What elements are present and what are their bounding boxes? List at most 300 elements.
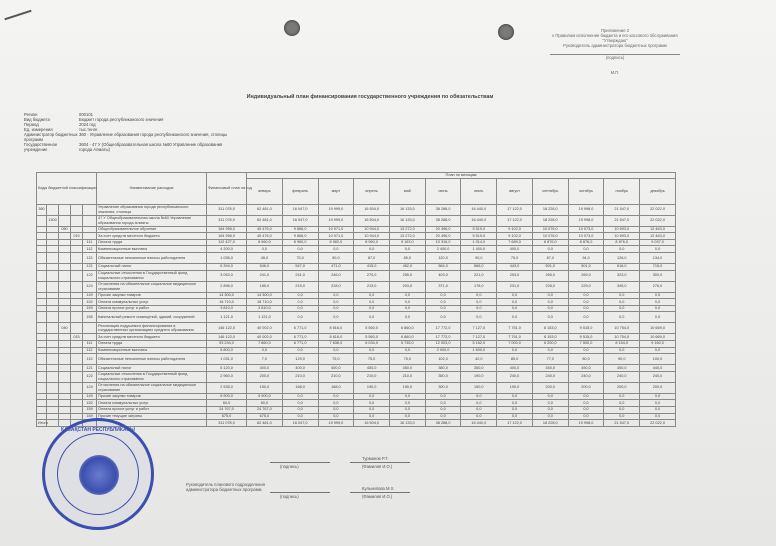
table-row bbox=[37, 263, 676, 270]
code-cell bbox=[71, 226, 83, 233]
month-cell: 13 272,0 bbox=[389, 226, 425, 233]
code-cell bbox=[37, 393, 47, 400]
month-cell: 7 751,0 bbox=[497, 323, 533, 334]
month-cell: 265,0 bbox=[532, 270, 568, 281]
code-cell bbox=[59, 233, 71, 240]
month-cell: 5 519,0 bbox=[461, 226, 497, 233]
month-cell: 0,0 bbox=[532, 400, 568, 407]
meta-row bbox=[24, 132, 284, 142]
code-cell bbox=[47, 252, 59, 263]
month-cell: 85,0 bbox=[497, 354, 533, 365]
month-cell: 0,0 bbox=[247, 347, 283, 354]
code-cell bbox=[37, 239, 47, 246]
name-cell: Социальный налог bbox=[97, 263, 207, 270]
month-cell: 0,0 bbox=[568, 292, 604, 299]
table-row bbox=[37, 400, 676, 407]
month-cell: 62 481,0 bbox=[247, 204, 283, 215]
code-cell bbox=[71, 354, 83, 365]
month-cell: 16 504,0 bbox=[354, 420, 390, 427]
code-cell bbox=[71, 400, 83, 407]
month-cell: 403,0 bbox=[425, 270, 461, 281]
month-cell: 20 496,0 bbox=[425, 226, 461, 233]
month-cell: 17 772,0 bbox=[425, 334, 461, 341]
code-cell bbox=[47, 299, 59, 306]
month-cell: 17 772,0 bbox=[425, 323, 461, 334]
code-cell bbox=[37, 246, 47, 253]
month-cell: 210,0 bbox=[318, 371, 354, 382]
month-cell: 255,0 bbox=[389, 270, 425, 281]
month-cell: 0,0 bbox=[318, 400, 354, 407]
month-cell: 450,0 bbox=[532, 365, 568, 372]
month-cell: 0,0 bbox=[318, 299, 354, 306]
meta-value: Бюджет города республиканского значения bbox=[79, 117, 164, 122]
month-cell: 0,0 bbox=[497, 312, 533, 323]
month-cell: 0,0 bbox=[532, 299, 568, 306]
month-cell: 501,0 bbox=[568, 263, 604, 270]
code-cell bbox=[37, 263, 47, 270]
month-cell: 5 900,0 bbox=[247, 393, 283, 400]
document-title: Индивидуальный план финансирования государственного учреждения по обязательствам bbox=[246, 94, 494, 100]
month-cell: 190,0 bbox=[461, 371, 497, 382]
month-cell: 0,0 bbox=[461, 312, 497, 323]
month-cell: 5 735,0 bbox=[389, 340, 425, 347]
month-cell: 16 047,0 bbox=[282, 420, 318, 427]
header-name: Наименование расходов bbox=[97, 173, 207, 205]
month-cell: 5 560,0 bbox=[354, 334, 390, 341]
month-cell: 400,0 bbox=[497, 246, 533, 253]
code-cell bbox=[47, 393, 59, 400]
month-cell: 75,0 bbox=[282, 252, 318, 263]
code-cell bbox=[47, 400, 59, 407]
code-cell: 113 bbox=[83, 354, 97, 365]
month-cell: 40 002,0 bbox=[247, 323, 283, 334]
month-cell: 16 133,0 bbox=[389, 215, 425, 226]
name-cell: 47 У Общеобразовательная школа №60 Управление образования города Алматы bbox=[97, 215, 207, 226]
month-cell: 10 754,0 bbox=[604, 334, 640, 341]
code-cell: 015 bbox=[71, 334, 83, 341]
month-cell: 0,0 bbox=[568, 347, 604, 354]
month-cell: 17 122,0 bbox=[497, 204, 533, 215]
month-cell: 0,0 bbox=[318, 406, 354, 413]
fin-cell: 2 960,0 bbox=[207, 371, 247, 382]
fin-cell: 2 535,0 bbox=[207, 382, 247, 393]
code-cell bbox=[83, 226, 97, 233]
month-cell: 16 440,0 bbox=[461, 420, 497, 427]
approval-line: к Правилам исполнения бюджета и его кассового обслуживания bbox=[552, 33, 678, 38]
month-cell: 253,0 bbox=[497, 270, 533, 281]
code-cell bbox=[71, 347, 83, 354]
month-cell: 203,0 bbox=[389, 281, 425, 292]
code-cell bbox=[47, 292, 59, 299]
table-row bbox=[37, 371, 676, 382]
month-cell: 7 638,0 bbox=[318, 340, 354, 347]
month-cell: 0,0 bbox=[497, 292, 533, 299]
accountant-name-caption: (Фамилия И.О.) bbox=[362, 494, 393, 499]
code-cell: 040 bbox=[59, 323, 71, 334]
fin-cell: 4 200,0 bbox=[207, 246, 247, 253]
month-cell: 0,0 bbox=[532, 246, 568, 253]
table-row bbox=[37, 393, 676, 400]
month-cell: 185,0 bbox=[247, 281, 283, 292]
code-cell: 015 bbox=[71, 233, 83, 240]
pen-mark bbox=[4, 10, 31, 21]
code-cell bbox=[37, 406, 47, 413]
code-cell: 152 bbox=[83, 400, 97, 407]
code-cell bbox=[37, 305, 47, 312]
code-cell: 111 bbox=[83, 239, 97, 246]
code-cell: 050 bbox=[59, 226, 71, 233]
code-cell bbox=[71, 292, 83, 299]
month-cell: 7,0 bbox=[247, 354, 283, 365]
month-cell: 8 876,0 bbox=[532, 239, 568, 246]
table-row bbox=[37, 239, 676, 246]
month-cell: 0,0 bbox=[604, 400, 640, 407]
month-cell: 0,0 bbox=[425, 305, 461, 312]
seal-text: ҚАЗАҚСТАН РЕСПУБЛИКАСЫ bbox=[61, 427, 135, 433]
month-cell: 546,0 bbox=[247, 263, 283, 270]
month-cell: 10 316,0 bbox=[425, 239, 461, 246]
month-cell: 0,0 bbox=[389, 347, 425, 354]
month-cell: 210,0 bbox=[389, 371, 425, 382]
month-cell: 471,0 bbox=[318, 263, 354, 270]
approval-line: Руководитель администратора бюджетных программ bbox=[563, 43, 667, 48]
code-cell bbox=[47, 354, 59, 365]
month-cell: 0,0 bbox=[425, 413, 461, 420]
month-cell: 0,0 bbox=[532, 312, 568, 323]
month-cell: 0,0 bbox=[282, 292, 318, 299]
code-cell: 111 bbox=[83, 340, 97, 347]
month-cell: 240,0 bbox=[532, 371, 568, 382]
code-cell bbox=[71, 215, 83, 226]
code-cell bbox=[59, 334, 71, 341]
month-cell: 5 560,0 bbox=[354, 323, 390, 334]
code-cell bbox=[37, 340, 47, 347]
code-cell bbox=[71, 263, 83, 270]
month-cell: 8 153,0 bbox=[532, 334, 568, 341]
name-cell: Оплата труда bbox=[97, 340, 207, 347]
month-cell: 0,0 bbox=[389, 312, 425, 323]
month-cell: 10 669,0 bbox=[640, 334, 676, 341]
month-cell: 0,0 bbox=[354, 299, 390, 306]
code-cell bbox=[47, 371, 59, 382]
meta-row bbox=[24, 142, 284, 152]
meta-key: Вид бюджета bbox=[24, 117, 50, 122]
month-cell: 19 998,0 bbox=[568, 204, 604, 215]
month-cell: 350,0 bbox=[461, 365, 497, 372]
month-cell: 0,0 bbox=[389, 393, 425, 400]
month-cell: 715,0 bbox=[640, 263, 676, 270]
month-cell: 0,0 bbox=[461, 400, 497, 407]
code-cell: 159 bbox=[83, 406, 97, 413]
month-cell: 0,0 bbox=[354, 413, 390, 420]
month-cell: 0,0 bbox=[640, 312, 676, 323]
month-cell: 231,0 bbox=[497, 281, 533, 292]
code-cell bbox=[71, 204, 83, 215]
month-cell: 1 014,0 bbox=[461, 239, 497, 246]
code-cell bbox=[83, 334, 97, 341]
month-cell: 22 022,0 bbox=[640, 215, 676, 226]
meta-value: тыс.тенге bbox=[79, 127, 98, 132]
month-cell: 0,0 bbox=[604, 299, 640, 306]
month-cell: 18 228,0 bbox=[532, 420, 568, 427]
punch-hole-left bbox=[284, 20, 300, 36]
header-month: ноябрь bbox=[604, 178, 640, 204]
head-signature-caption: (подпись) bbox=[280, 464, 299, 469]
code-cell bbox=[37, 270, 47, 281]
code-cell bbox=[83, 323, 97, 334]
code-cell: 122 bbox=[83, 371, 97, 382]
code-cell bbox=[47, 340, 59, 347]
month-cell: 0,0 bbox=[604, 312, 640, 323]
month-cell: 0,0 bbox=[318, 305, 354, 312]
month-cell: 0,0 bbox=[318, 292, 354, 299]
fin-cell: 60,0 bbox=[207, 400, 247, 407]
code-cell bbox=[37, 400, 47, 407]
month-cell: 0,0 bbox=[532, 393, 568, 400]
month-cell: 400,0 bbox=[497, 365, 533, 372]
month-cell: 150,0 bbox=[247, 382, 283, 393]
month-cell: 5 519,0 bbox=[461, 233, 497, 240]
month-cell: 200,0 bbox=[568, 382, 604, 393]
month-cell: 0,0 bbox=[318, 347, 354, 354]
month-cell: 0,0 bbox=[640, 413, 676, 420]
month-cell: 0,0 bbox=[282, 406, 318, 413]
month-cell: 16 440,0 bbox=[461, 215, 497, 226]
code-cell bbox=[71, 393, 83, 400]
code-cell bbox=[59, 400, 71, 407]
name-cell: За счет средств местного бюджета bbox=[97, 233, 207, 240]
approval-block bbox=[540, 28, 690, 75]
month-cell: 0,0 bbox=[604, 292, 640, 299]
month-cell: 0,0 bbox=[354, 305, 390, 312]
meta-key: Ед. измерения bbox=[24, 127, 53, 132]
code-cell bbox=[37, 215, 47, 226]
code-cell: 112 bbox=[83, 347, 97, 354]
table-row bbox=[37, 354, 676, 365]
month-cell: 6 860,0 bbox=[389, 323, 425, 334]
code-cell bbox=[71, 365, 83, 372]
month-cell: 8 154,0 bbox=[604, 340, 640, 347]
month-cell: 0,0 bbox=[532, 305, 568, 312]
month-cell: 7 751,0 bbox=[497, 334, 533, 341]
month-cell: 190,0 bbox=[354, 382, 390, 393]
month-cell: 21 547,0 bbox=[604, 420, 640, 427]
month-cell: 62 481,0 bbox=[247, 215, 283, 226]
code-cell bbox=[37, 312, 47, 323]
code-cell bbox=[71, 270, 83, 281]
month-cell: 0,0 bbox=[389, 299, 425, 306]
fin-cell: 2 896,0 bbox=[207, 281, 247, 292]
month-cell: 241,0 bbox=[282, 270, 318, 281]
month-cell: 0,0 bbox=[282, 305, 318, 312]
table-row bbox=[37, 246, 676, 253]
month-cell: 16 047,0 bbox=[282, 215, 318, 226]
code-cell: 152 bbox=[83, 299, 97, 306]
header-month: июль bbox=[461, 178, 497, 204]
month-cell: 8 616,0 bbox=[318, 334, 354, 341]
fin-cell: 164 956,0 bbox=[207, 226, 247, 233]
table-row bbox=[37, 305, 676, 312]
month-cell: 10 944,0 bbox=[354, 226, 390, 233]
name-cell: Компенсационные выплаты bbox=[97, 347, 207, 354]
head-name: Турманов Р.Т. bbox=[362, 456, 389, 461]
code-cell bbox=[59, 312, 71, 323]
month-cell: 8 153,0 bbox=[532, 323, 568, 334]
month-cell: 300,0 bbox=[425, 382, 461, 393]
month-cell: 90,0 bbox=[604, 354, 640, 365]
month-cell: 0,0 bbox=[640, 406, 676, 413]
code-cell bbox=[71, 312, 83, 323]
meta-key: Государственное учреждение bbox=[24, 142, 58, 152]
code-cell: 112 bbox=[83, 246, 97, 253]
meta-value: 000101 bbox=[79, 112, 93, 117]
month-cell: 45,0 bbox=[247, 252, 283, 263]
month-cell: 75,0 bbox=[318, 354, 354, 365]
code-cell bbox=[37, 347, 47, 354]
code-cell bbox=[59, 215, 71, 226]
month-cell: 16 504,0 bbox=[354, 215, 390, 226]
month-cell: 7 127,0 bbox=[461, 334, 497, 341]
month-cell: 0,0 bbox=[425, 299, 461, 306]
name-cell: Капитальный ремонт помещений, зданий, сооружений bbox=[97, 312, 207, 323]
month-cell: 22 022,0 bbox=[640, 420, 676, 427]
month-cell: 380,0 bbox=[425, 365, 461, 372]
month-cell: 276,0 bbox=[640, 281, 676, 292]
month-cell: 0,0 bbox=[354, 406, 390, 413]
month-cell: 0,0 bbox=[318, 413, 354, 420]
fin-cell: 1 121,0 bbox=[207, 312, 247, 323]
month-cell: 190,0 bbox=[497, 382, 533, 393]
name-cell: Реализация подушевого финансирования в государственных организациях среднего образования bbox=[97, 323, 207, 334]
code-cell: 121 bbox=[83, 365, 97, 372]
month-cell: 75,0 bbox=[389, 354, 425, 365]
code-cell bbox=[71, 413, 83, 420]
fin-cell: 112 427,0 bbox=[207, 239, 247, 246]
month-cell: 24 767,0 bbox=[247, 406, 283, 413]
month-cell: 3 810,0 bbox=[247, 305, 283, 312]
name-cell: Оплата труда bbox=[97, 239, 207, 246]
code-cell bbox=[59, 204, 71, 215]
month-cell: 213,0 bbox=[354, 281, 390, 292]
code-cell bbox=[59, 263, 71, 270]
header-month: апрель bbox=[354, 178, 390, 204]
code-cell bbox=[37, 382, 47, 393]
month-cell: 0,0 bbox=[354, 393, 390, 400]
month-cell: 0,0 bbox=[604, 347, 640, 354]
month-cell: 38 288,0 bbox=[425, 420, 461, 427]
code-cell bbox=[71, 239, 83, 246]
header-month: май bbox=[389, 178, 425, 204]
month-cell: 22 022,0 bbox=[640, 204, 676, 215]
month-cell: 443,0 bbox=[497, 263, 533, 270]
table-row bbox=[37, 406, 676, 413]
month-cell: 0,0 bbox=[389, 400, 425, 407]
month-cell: 462,0 bbox=[389, 263, 425, 270]
code-cell bbox=[47, 382, 59, 393]
month-cell: 0,0 bbox=[532, 413, 568, 420]
fin-cell: 311 078,0 bbox=[207, 215, 247, 226]
table-row bbox=[37, 413, 676, 420]
month-cell: 0,0 bbox=[568, 246, 604, 253]
month-cell: 9 163,0 bbox=[389, 239, 425, 246]
month-cell: 5 162,0 bbox=[461, 340, 497, 347]
month-cell: 450,0 bbox=[604, 365, 640, 372]
table-row bbox=[37, 420, 676, 427]
punch-hole-right bbox=[498, 24, 514, 40]
code-cell bbox=[47, 239, 59, 246]
month-cell: 18 228,0 bbox=[532, 215, 568, 226]
month-cell: 190,0 bbox=[389, 382, 425, 393]
month-cell: 8 960,0 bbox=[247, 239, 283, 246]
code-cell: Итого bbox=[38, 420, 48, 425]
code-cell bbox=[59, 406, 71, 413]
month-cell: 9 102,0 bbox=[497, 233, 533, 240]
fin-cell: 3 810,0 bbox=[207, 305, 247, 312]
table-row bbox=[37, 252, 676, 263]
accountant-role: Руководитель планового подразделения администратора бюджетных программ bbox=[186, 482, 265, 492]
code-cell bbox=[71, 371, 83, 382]
month-cell: 13 272,0 bbox=[389, 233, 425, 240]
month-cell: 0,0 bbox=[604, 393, 640, 400]
month-cell: 0,0 bbox=[389, 292, 425, 299]
month-cell: 12 003,0 bbox=[425, 340, 461, 347]
month-cell: 9 866,0 bbox=[282, 233, 318, 240]
code-cell: 159 bbox=[83, 305, 97, 312]
official-seal bbox=[42, 418, 154, 530]
month-cell: 566,0 bbox=[461, 263, 497, 270]
month-cell: 17 122,0 bbox=[497, 215, 533, 226]
name-cell: Социальные отчисления в Государственный фонд социального страхования bbox=[97, 270, 207, 281]
month-cell: 0,0 bbox=[640, 347, 676, 354]
code-cell: 1300 bbox=[47, 215, 59, 226]
month-cell: 10 971,0 bbox=[318, 226, 354, 233]
code-cell bbox=[47, 347, 59, 354]
name-cell: Прочие текущие затраты bbox=[97, 413, 207, 420]
month-cell: 210,0 bbox=[354, 371, 390, 382]
month-cell: 240,0 bbox=[604, 371, 640, 382]
month-cell: 16 133,0 bbox=[389, 204, 425, 215]
month-cell: 10 073,0 bbox=[568, 226, 604, 233]
month-cell: 0,0 bbox=[568, 305, 604, 312]
month-cell: 1 121,0 bbox=[247, 312, 283, 323]
code-cell bbox=[47, 204, 59, 215]
code-cell bbox=[37, 365, 47, 372]
month-cell: 9 037,0 bbox=[640, 239, 676, 246]
month-cell: 0,0 bbox=[282, 393, 318, 400]
code-cell bbox=[47, 420, 59, 427]
table-row bbox=[37, 365, 676, 372]
fin-cell: 5 900,0 bbox=[207, 393, 247, 400]
month-cell: 8 960,0 bbox=[282, 239, 318, 246]
code-cell bbox=[71, 382, 83, 393]
month-cell: 21 547,0 bbox=[604, 215, 640, 226]
month-cell: 10 754,0 bbox=[604, 323, 640, 334]
month-cell: 400,0 bbox=[282, 365, 318, 372]
code-cell bbox=[71, 340, 83, 347]
fin-cell: 1 036,0 bbox=[207, 252, 247, 263]
month-cell: 0,0 bbox=[461, 305, 497, 312]
financing-plan-table bbox=[36, 172, 676, 427]
month-cell: 0,0 bbox=[640, 400, 676, 407]
month-cell: 0,0 bbox=[532, 406, 568, 413]
month-cell: 85,0 bbox=[389, 252, 425, 263]
month-cell: 0,0 bbox=[425, 312, 461, 323]
month-cell: 75,0 bbox=[497, 252, 533, 263]
month-cell: 0,0 bbox=[354, 347, 390, 354]
month-cell: 2 400,0 bbox=[425, 246, 461, 253]
code-cell bbox=[71, 246, 83, 253]
month-cell: 0,0 bbox=[568, 413, 604, 420]
